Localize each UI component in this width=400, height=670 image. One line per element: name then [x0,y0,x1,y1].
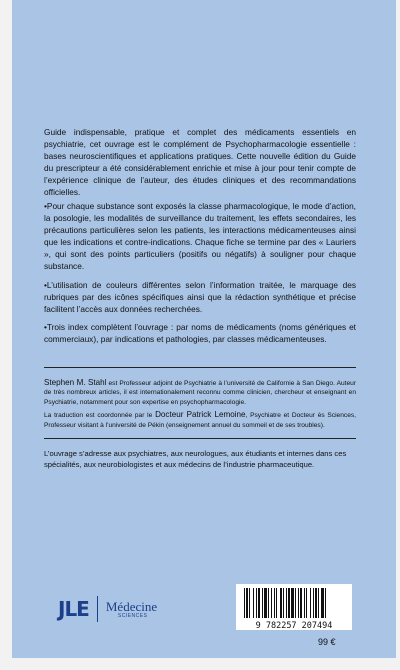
imprint-sub: SCIENCES [117,612,148,619]
isbn-number: 9 782257 207494 [255,621,333,631]
divider [44,367,356,368]
bullet-icon: • [44,201,47,211]
feature-item: •L’utilisation de couleurs différentes selon l’information traitée, le marquage des rubriques par des icônes spécifiques ainsi que la rédaction synthétique et précise facilitent l’accès aux données recherchées. [44,279,356,314]
bullet-icon: • [44,279,47,290]
translator-note: La traduction est coordonnée par le Docteur Patrick Lemoine, Psychiatre et Docteur ès Sciences, Professeur visitant à l’université de Pékin (enseignement annuel du sommeil et de ses troubles). [44,410,356,429]
imprint-name: Médecine [105,598,158,614]
jle-logo: JLE [58,597,89,621]
author-section [44,378,356,433]
author-bio: Stephen M. Stahl est Professeur adjoint de Psychiatrie à l’université de Californie à San Diego. Auteur de très nombreux articles, il est internationalement reconnu comme clinicien, chercheur et enseignant en Psychiatrie, notamment pour son expertise en psychopharmacologie. [44,378,357,406]
barcode-icon [236,584,352,622]
audience-paragraph: L’ouvrage s’adresse aux psychiatres, aux neurologues, aux étudiants et internes dans ces spécialités, aux neurobiologistes et aux médecins de l’industrie pharmaceutique. [44,449,347,469]
intro-paragraph: Guide indispensable, pratique et complet des médicaments essentiels en psychiatrie, cet ouvrage est le complément de Psychopharmacologie essentielle : bases neuroscientifiques et applications pratiques. Cette nouvelle édition du Guide du prescripteur a été considérablement enrichie et mise à jour pour tenir compte de l’expérience clinique de l’auteur, des études cliniques et des recommandations officielles. [44,127,356,198]
author-name: Stephen M. Stahl [44,378,107,387]
translator-name: Docteur Patrick Lemoine [155,410,246,420]
feature-list [44,200,356,345]
imprint-block [106,600,157,619]
feature-item: •Pour chaque substance sont exposés la classe pharmacologique, le mode d’action, la posologie, les modalités de surveillance du traitement, les effets secondaires, les précautions particulières selon les patients, les interactions médicamenteuses ainsi que les indications et contre-indications. Chaque fiche se termine par des « Lauriers », qui sont des points particuliers (positifs ou négatifs) à souligner pour chaque substance. [44,201,356,272]
bullet-icon: • [44,321,47,332]
publisher-logo [58,596,157,622]
divider [44,438,356,439]
price: 99 € [318,637,336,647]
feature-item: •Trois index complètent l’ouvrage : par noms de médicaments (noms génériques et commerciaux), par indications et pathologies, par classes médicamenteuses. [44,321,356,344]
logo-divider [97,596,98,622]
